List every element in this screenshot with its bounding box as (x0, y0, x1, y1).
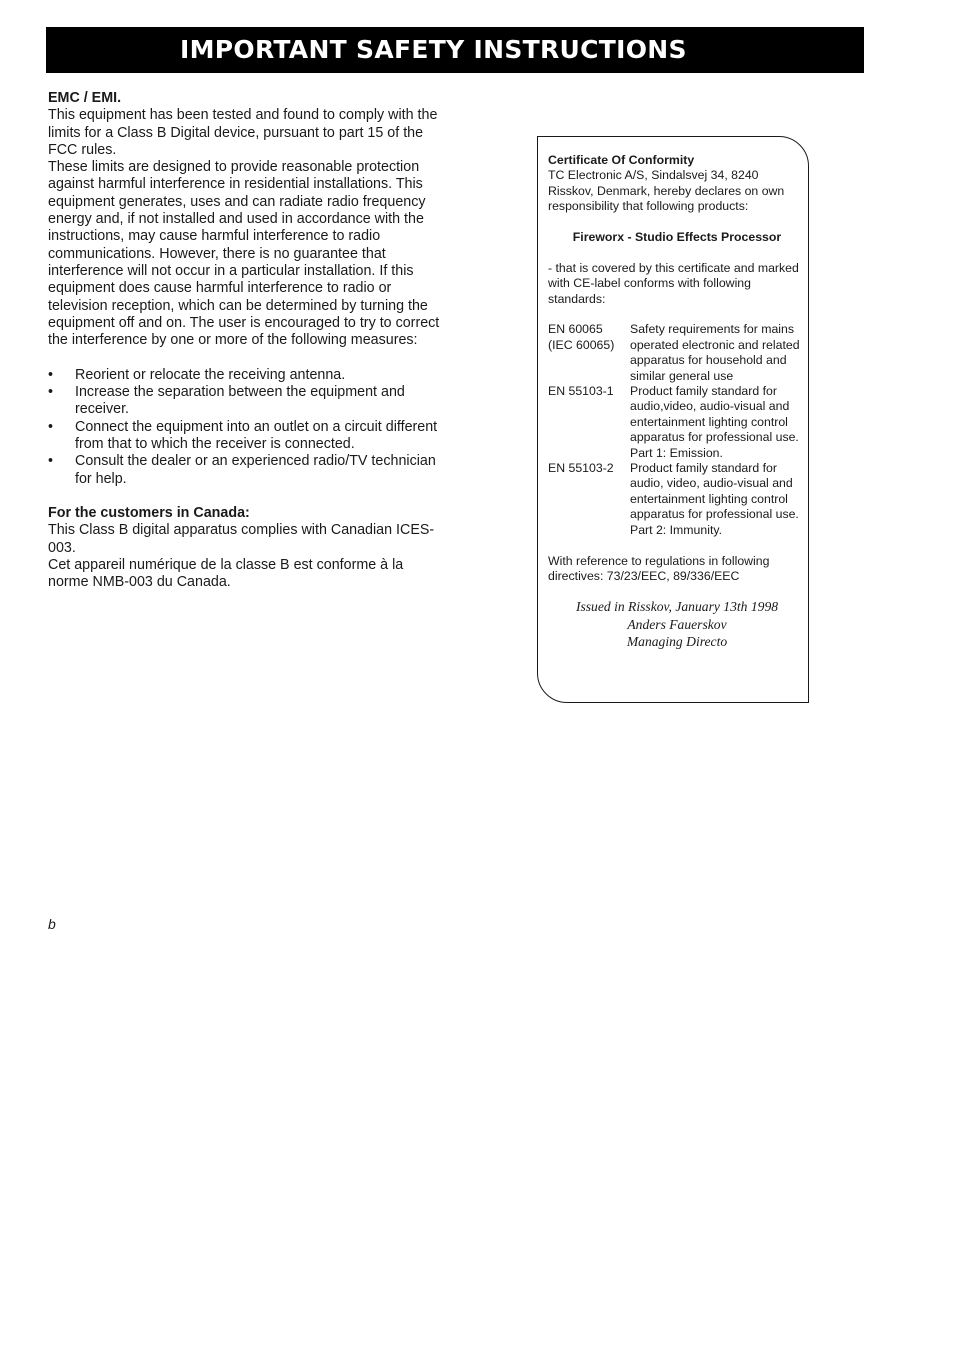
bullet-icon: • (48, 418, 54, 435)
emc-heading: EMC / EMI. (48, 90, 122, 106)
signatory-name: Anders Fauerskov (627, 616, 727, 632)
list-item (48, 367, 440, 384)
certificate-directives: With reference to regulations in following directives: 73/23/EEC, 89/336/EEC (548, 553, 770, 583)
measure-text: Consult the dealer or an experienced radio/TV technician for help. (75, 453, 436, 487)
emc-section (48, 90, 440, 592)
measure-text: Connect the equipment into an outlet on a circuit different from that to which the receiver is connected. (75, 418, 438, 452)
emc-paragraph: This equipment has been tested and found to comply with the limits for a Class B Digital device, pursuant to part 15 of the FCC rules. (48, 107, 438, 158)
issued-line: Issued in Risskov, January 13th 1998 (575, 599, 779, 615)
standard-description: Product family standard for audio,video, audio-visual and entertainment lighting control apparatus for professional use. Part 1: Emission. (630, 384, 799, 460)
certificate-intro: TC Electronic A/S, Sindalsvej 34, 8240 Risskov, Denmark, hereby declares on own responsibility that following products: (548, 168, 785, 214)
standard-code: EN 55103-1 (548, 384, 614, 399)
canada-heading: For the customers in Canada: (48, 505, 250, 522)
standard-row (548, 384, 806, 461)
list-item (48, 453, 440, 488)
measures-list (48, 367, 440, 488)
emc-paragraph: These limits are designed to provide reasonable protection against harmful interference in residential installations. This equipment generates, uses and can radiate radio frequency energy and, if not installed and used in accordance with the instructions, may cause harmful interference to radio communications. However, there is no guarantee that interference will not occur in a particular installation. If this equipment does cause harmful interference to radio or television reception, which can be determined by turning the equipment off and on. The user is encouraged to try to correct the interference by one or more of the following measures: (48, 159, 440, 349)
standard-row (548, 461, 806, 538)
list-item (48, 384, 440, 419)
certificate-content (548, 153, 806, 651)
bullet-icon: • (48, 366, 54, 383)
product-name: Fireworx - Studio Effects Processor (572, 230, 782, 245)
page-title: IMPORTANT SAFETY INSTRUCTIONS (180, 35, 687, 64)
page-marker: b (48, 916, 56, 932)
standard-code: EN 55103-2 (548, 461, 614, 476)
measure-text: Increase the separation between the equipment and receiver. (75, 384, 405, 418)
standard-row (548, 322, 806, 384)
certificate-title: Certificate Of Conformity (548, 153, 695, 167)
canada-paragraph: This Class B digital apparatus complies with Canadian ICES-003. (48, 522, 435, 556)
standard-description: Safety requirements for mains operated electronic and related apparatus for household and similar general use (630, 322, 800, 383)
measure-text: Reorient or relocate the receiving antenna. (75, 366, 346, 383)
header-bar (46, 27, 864, 73)
standard-code: EN 60065 (IEC 60065) (548, 322, 615, 352)
canada-paragraph: Cet appareil numérique de la classe B est conforme à la norme NMB-003 du Canada. (48, 557, 404, 591)
certificate-covered: - that is covered by this certificate and marked with CE-label conforms with following standards: (548, 260, 799, 306)
bullet-icon: • (48, 453, 54, 470)
standard-description: Product family standard for audio, video, audio-visual and entertainment lighting control apparatus for professional use. Part 2: Immunity. (630, 461, 799, 537)
bullet-icon: • (48, 384, 54, 401)
signatory-title: Managing Directo (626, 634, 728, 650)
list-item (48, 419, 440, 454)
